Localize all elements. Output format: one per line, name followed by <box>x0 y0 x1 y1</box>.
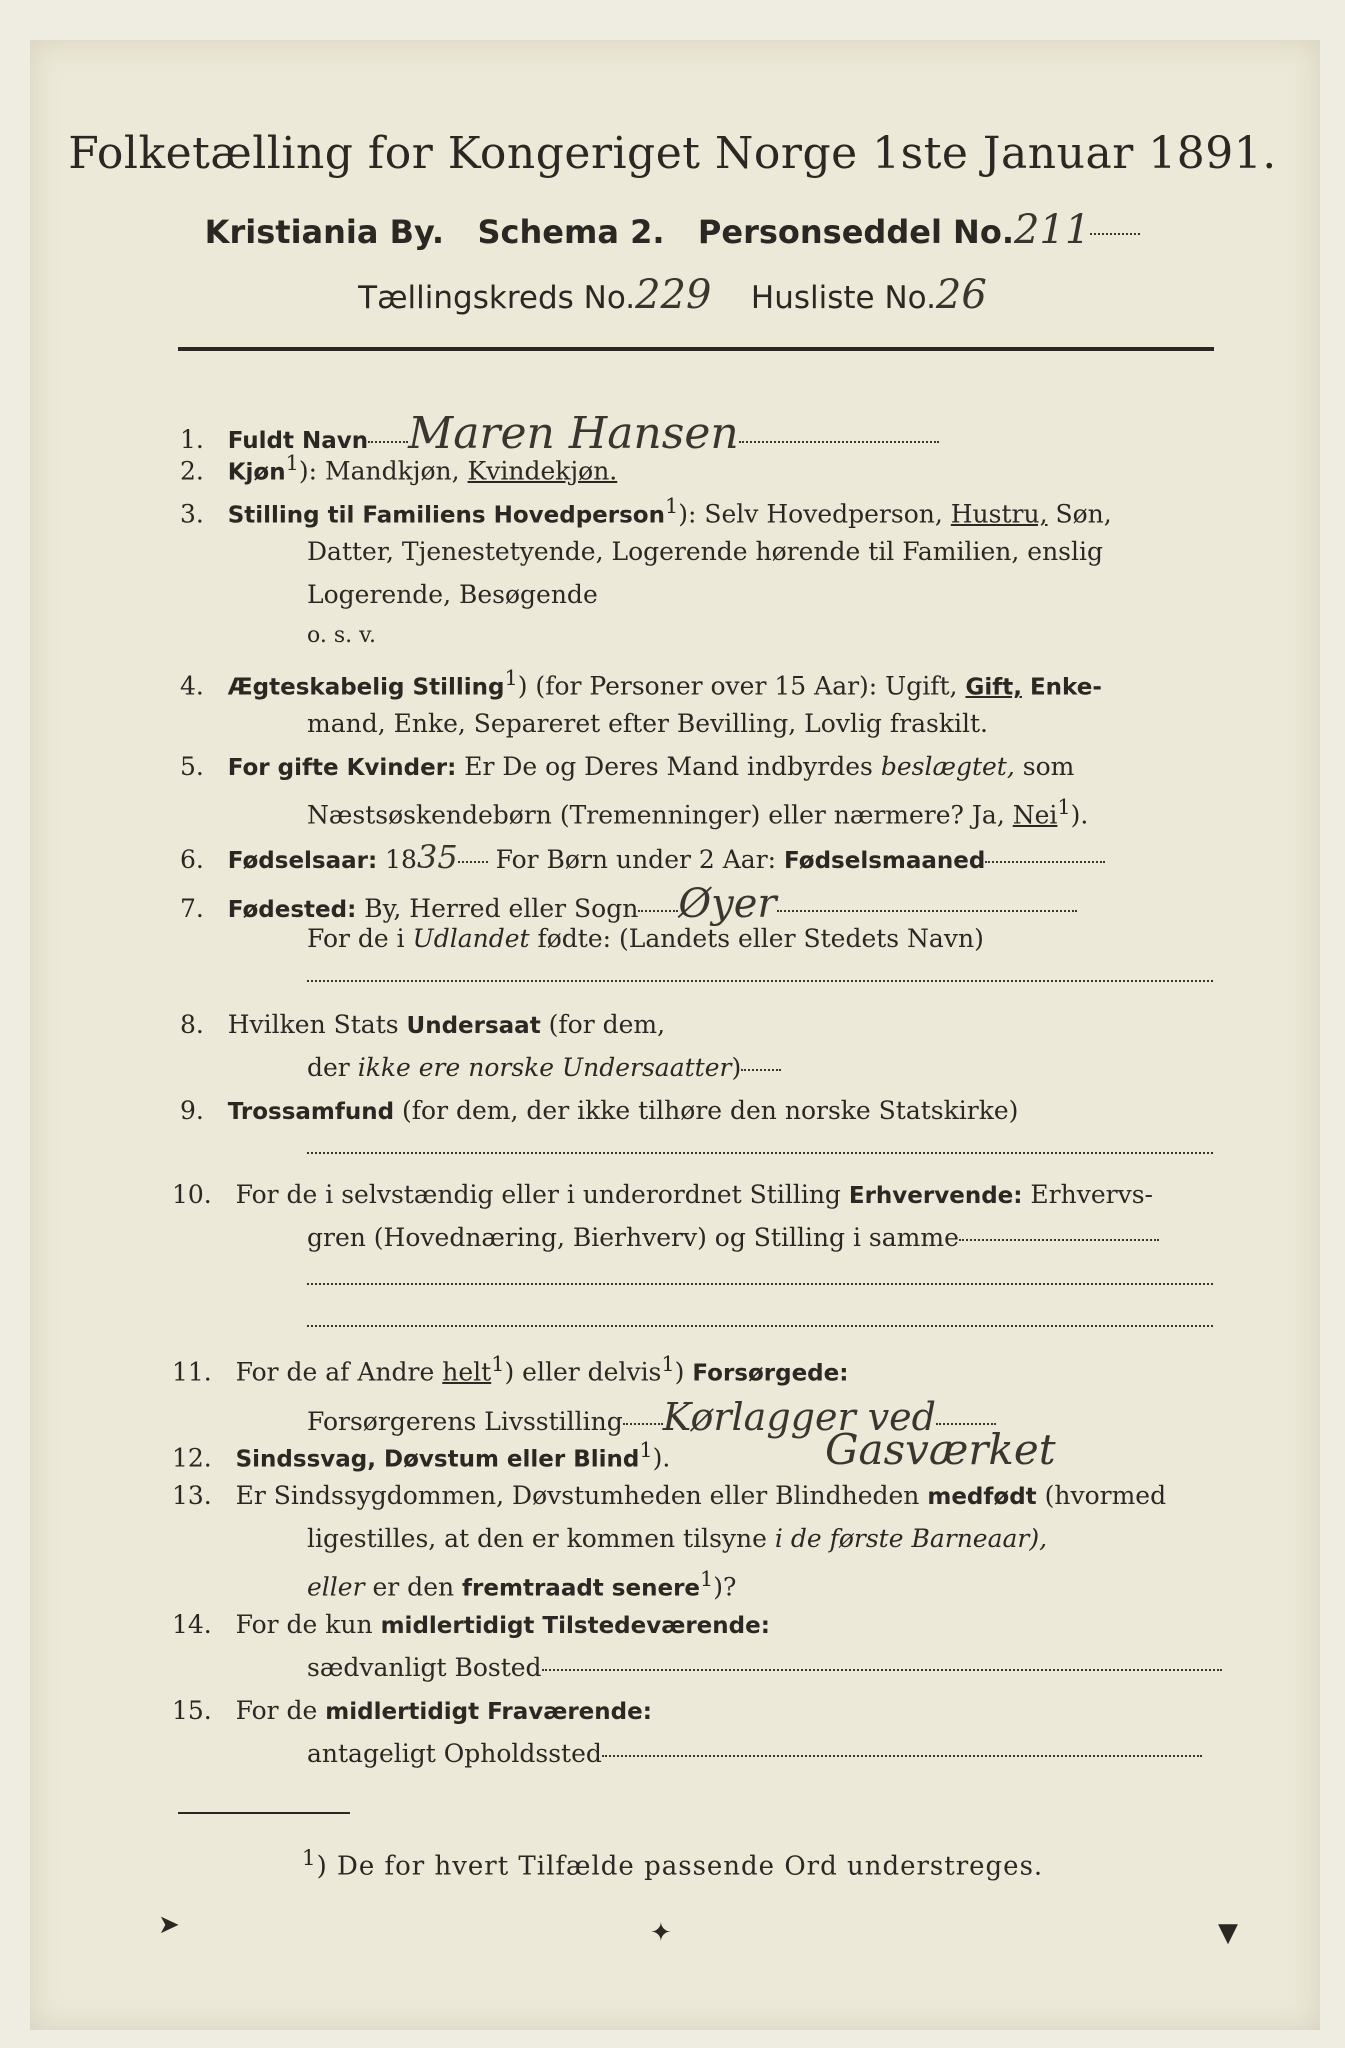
item-number: 2. <box>180 456 204 486</box>
item-text: (hvormed <box>1036 1481 1167 1510</box>
item-text: Forsørgerens Livsstilling <box>307 1407 623 1436</box>
item-label: Forsørgede: <box>692 1360 849 1387</box>
item-text: ): Selv Hovedperson, <box>678 499 951 529</box>
item-continuation <box>307 795 1088 829</box>
dotted-line <box>741 1069 781 1071</box>
personseddel-label: Personseddel No. <box>697 213 1014 251</box>
item-text: Søn, <box>1047 499 1112 529</box>
item-text: For de i <box>307 924 413 953</box>
dotted-line <box>542 1669 1222 1671</box>
item-gifte-kvinder <box>180 752 1074 781</box>
item-text: antageligt Opholdssted <box>307 1739 602 1768</box>
item-text: ligestilles, at den er kommen tilsyne <box>307 1524 775 1553</box>
dotted-line <box>368 441 408 443</box>
footnote-ref: 1 <box>1057 795 1071 819</box>
item-continuation <box>307 1053 781 1082</box>
item-label: Kjøn <box>227 459 286 486</box>
item-label: fremtraadt senere <box>462 1575 701 1602</box>
dotted-line <box>602 1755 1202 1757</box>
item-text: For de kun <box>235 1610 381 1639</box>
item-label: medfødt <box>927 1484 1037 1510</box>
dotted-line <box>777 910 1077 912</box>
item-continuation: Datter, Tjenestetyende, Logerende hørende til Familien, enslig <box>307 537 1104 566</box>
item-text: gren (Hovednæring, Bierhverv) og Stilling i samme <box>307 1223 959 1252</box>
item-text: der <box>307 1053 358 1082</box>
underlined-choice: Nei <box>1012 800 1058 830</box>
footnote-ref: 1 <box>661 1352 675 1376</box>
header-rule <box>178 347 1214 351</box>
item-kjon <box>180 451 617 485</box>
dotted-line <box>307 980 1213 982</box>
item-text: Udlandet <box>412 924 530 953</box>
item-text: Erhvervs- <box>1022 1180 1153 1209</box>
underlined-choice: Kvindekjøn. <box>467 456 618 486</box>
item-text: ). <box>652 1443 671 1473</box>
item-label: Sindssvag, Døvstum eller Blind <box>235 1446 640 1473</box>
item-label: Fødselsaar: <box>227 848 378 874</box>
kreds-label: Tællingskreds No. <box>358 280 636 316</box>
item-text: Er Sindssygdommen, Døvstumheden eller Blindheden <box>235 1481 928 1510</box>
item-number: 11. <box>172 1357 212 1387</box>
item-continuation: o. s. v. <box>307 623 376 648</box>
item-text: 18 <box>377 845 417 874</box>
item-text: som <box>1014 752 1075 781</box>
item-text: ) (for Personer over 15 Aar): Ugift, <box>517 671 966 701</box>
item-number: 7. <box>180 894 204 923</box>
item-continuation: mand, Enke, Separeret efter Bevilling, Lovlig fraskilt. <box>307 709 988 738</box>
dotted-line <box>623 1423 663 1425</box>
item-continuation <box>307 1524 1047 1553</box>
item-number: 3. <box>180 499 204 529</box>
item-number: 1. <box>180 425 204 454</box>
item-text: For de <box>235 1696 326 1725</box>
schema-line <box>0 207 1345 253</box>
footnote-ref: 1 <box>504 666 518 690</box>
footnote-marker: 1 <box>301 1846 317 1871</box>
item-text: beslægtet, <box>880 752 1015 781</box>
dotted-line <box>307 1325 1213 1327</box>
item-label: Fødested: <box>227 897 357 923</box>
item-label: midlertidigt Tilstedeværende: <box>380 1613 770 1639</box>
dotted-line <box>307 1283 1213 1285</box>
dotted-line <box>1090 233 1140 235</box>
item-tilstedevaerende <box>172 1610 770 1639</box>
item-text: ikke ere norske Undersaatter <box>357 1053 732 1082</box>
item-number: 14. <box>172 1610 212 1639</box>
underlined-choice: helt <box>442 1357 492 1387</box>
underlined-choice: Hustru, <box>950 499 1048 529</box>
item-text: Næstsøskendebørn (Tremenninger) eller nærmere? Ja, <box>307 800 1013 830</box>
dotted-line <box>307 1152 1213 1154</box>
item-aegteskab <box>180 666 1102 700</box>
footnote-ref: 1 <box>639 1438 653 1462</box>
item-text: For Børn under 2 Aar: <box>487 845 785 874</box>
item-continuation <box>307 1739 1202 1768</box>
item-number: 12. <box>172 1443 212 1473</box>
item-text: ). <box>1070 800 1089 830</box>
item-number: 15. <box>172 1696 212 1725</box>
item-fodselsaar <box>180 838 1105 876</box>
handwritten-birthplace: Øyer <box>678 881 777 927</box>
item-label: For gifte Kvinder: <box>227 755 457 781</box>
footnote-ref: 1 <box>700 1567 714 1591</box>
item-fravaerende <box>172 1696 652 1725</box>
husliste-number: 26 <box>935 272 987 318</box>
footnote-ref: 1 <box>285 451 299 475</box>
item-text: er den <box>364 1572 463 1602</box>
item-label: Stilling til Familiens Hovedperson <box>227 502 665 529</box>
item-text: For de i selvstændig eller i underordnet Stilling <box>235 1180 849 1209</box>
item-number: 8. <box>180 1010 204 1039</box>
handwritten-year: 35 <box>416 838 458 876</box>
underlined-choice: Gift, <box>965 674 1022 701</box>
handwritten-occupation: Kørlagger ved <box>662 1395 936 1439</box>
footnote-text: ) De for hvert Tilfælde passende Ord understreges. <box>316 1851 1044 1882</box>
item-text: sædvanligt Bosted <box>307 1653 542 1682</box>
dotted-line <box>739 441 939 443</box>
item-continuation <box>307 1567 736 1601</box>
handwritten-name: Maren Hansen <box>408 408 739 459</box>
husliste-label: Husliste No. <box>750 280 936 316</box>
item-text: i de første Barneaar), <box>774 1524 1048 1553</box>
kreds-number: 229 <box>635 272 712 318</box>
footnote-ref: 1 <box>491 1352 505 1376</box>
item-forsorgede <box>172 1352 848 1386</box>
item-label: Fødselsmaaned <box>784 848 986 874</box>
handwritten-occupation-continued: Gasværket <box>825 1425 1056 1474</box>
dotted-line <box>458 861 488 863</box>
item-stilling <box>180 494 1112 528</box>
corner-mark-icon: ▼ <box>1218 1918 1238 1948</box>
item-label: Trossamfund <box>227 1099 395 1125</box>
dotted-line <box>959 1239 1159 1241</box>
item-label: Fuldt Navn <box>227 428 369 454</box>
item-text: eller <box>307 1572 365 1602</box>
item-undersaat <box>180 1010 665 1039</box>
item-label: midlertidigt Fraværende: <box>325 1699 652 1725</box>
footnote-ref: 1 <box>664 494 679 518</box>
item-label: Ægteskabelig Stilling <box>227 674 505 701</box>
item-number: 9. <box>180 1096 204 1125</box>
item-text: Enke- <box>1021 674 1102 701</box>
item-text: ) <box>674 1357 693 1387</box>
footnote-rule <box>178 1812 350 1814</box>
corner-mark-icon: ✦ <box>650 1918 672 1948</box>
item-text: By, Herred eller Sogn <box>356 894 639 923</box>
item-text: ) eller delvis <box>504 1357 662 1387</box>
item-text: fødte: (Landets eller Stedets Navn) <box>529 924 984 953</box>
item-text: (for dem, <box>540 1010 666 1039</box>
item-text: (for dem, der ikke tilhøre den norske Statskirke) <box>394 1096 1019 1125</box>
item-text: Hvilken Stats <box>227 1010 407 1039</box>
item-continuation <box>307 1653 1222 1682</box>
form-title: Folketælling for Kongeriget Norge 1ste Januar 1891. <box>68 128 1277 179</box>
item-label: Undersaat <box>406 1013 541 1039</box>
corner-mark-icon: ➤ <box>158 1910 180 1940</box>
item-text: ) <box>731 1053 742 1082</box>
dotted-line <box>638 910 678 912</box>
item-medfodt <box>172 1481 1166 1510</box>
item-erhverv <box>172 1180 1153 1209</box>
item-text: Er De og Deres Mand indbyrdes <box>456 752 881 781</box>
personseddel-number: 211 <box>1013 207 1091 253</box>
item-number: 10. <box>172 1180 212 1209</box>
item-text: For de af Andre <box>235 1357 443 1387</box>
item-text: )? <box>713 1572 737 1602</box>
city-label: Kristiania By. <box>204 213 445 251</box>
item-sindssvag <box>172 1438 670 1472</box>
dotted-line <box>985 861 1105 863</box>
schema-label: Schema 2. <box>477 213 665 251</box>
item-trossamfund <box>180 1096 1018 1125</box>
item-number: 4. <box>180 671 204 701</box>
item-number: 5. <box>180 752 204 781</box>
item-continuation: Logerende, Besøgende <box>307 580 598 609</box>
item-text: ): Mandkjøn, <box>298 456 468 486</box>
item-number: 13. <box>172 1481 212 1510</box>
item-number: 6. <box>180 845 204 874</box>
item-fodested <box>180 881 1077 927</box>
item-label: Erhvervende: <box>848 1183 1023 1209</box>
item-continuation <box>307 924 984 953</box>
kreds-line <box>0 272 1345 318</box>
item-continuation <box>307 1223 1159 1252</box>
footnote <box>0 1846 1345 1882</box>
